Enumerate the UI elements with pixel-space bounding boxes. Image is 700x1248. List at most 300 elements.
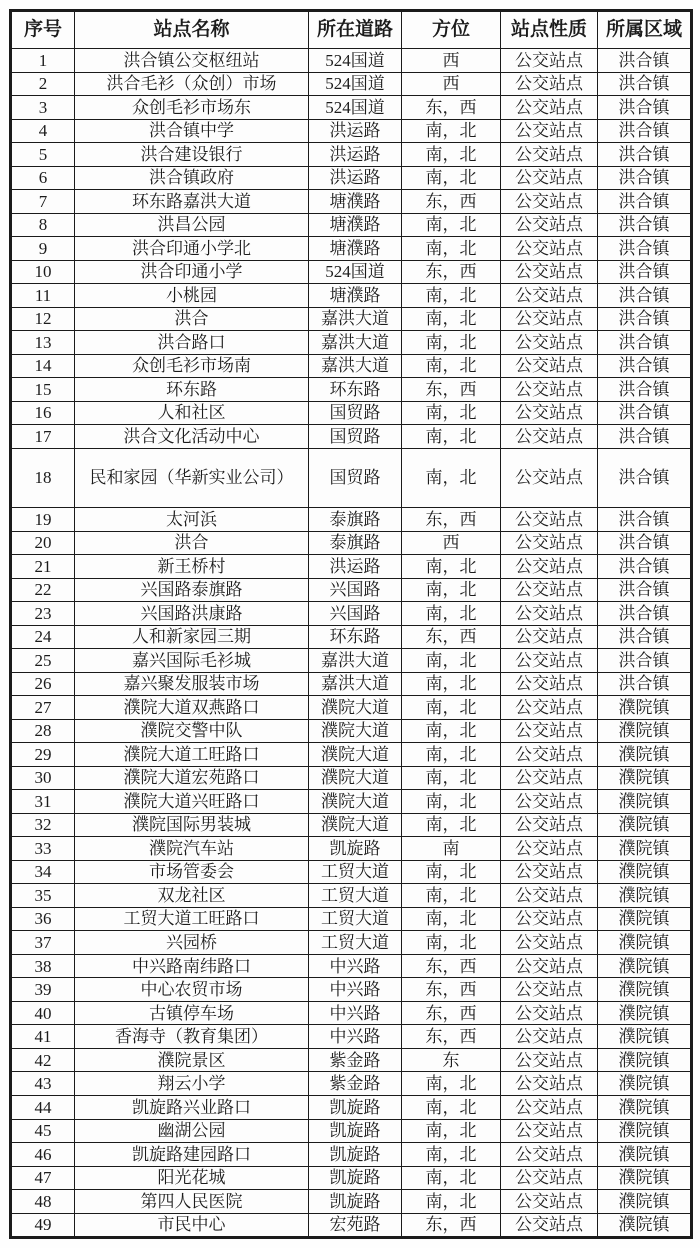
cell-road: 濮院大道 — [309, 696, 402, 720]
cell-station-name: 香海寺（教育集团） — [75, 1025, 309, 1049]
col-header-station-type: 站点性质 — [501, 11, 598, 49]
table-row — [11, 143, 692, 167]
cell-station-type: 公交站点 — [501, 1001, 598, 1025]
cell-index: 40 — [11, 1001, 75, 1025]
table-row — [11, 331, 692, 355]
cell-road: 中兴路 — [309, 954, 402, 978]
cell-index: 43 — [11, 1072, 75, 1096]
cell-index: 22 — [11, 578, 75, 602]
cell-index: 31 — [11, 790, 75, 814]
cell-district: 濮院镇 — [598, 1072, 692, 1096]
cell-index: 7 — [11, 190, 75, 214]
cell-district: 洪合镇 — [598, 602, 692, 626]
cell-road: 泰旗路 — [309, 508, 402, 532]
cell-index: 3 — [11, 96, 75, 120]
cell-direction: 南，北 — [402, 166, 501, 190]
cell-district: 濮院镇 — [598, 790, 692, 814]
table-row — [11, 378, 692, 402]
cell-district: 洪合镇 — [598, 555, 692, 579]
cell-index: 25 — [11, 649, 75, 673]
cell-index: 28 — [11, 719, 75, 743]
col-header-station-name: 站点名称 — [75, 11, 309, 49]
cell-direction: 南，北 — [402, 448, 501, 507]
cell-direction: 南，北 — [402, 331, 501, 355]
table-row — [11, 1025, 692, 1049]
col-header-district: 所属区域 — [598, 11, 692, 49]
cell-district: 洪合镇 — [598, 49, 692, 73]
cell-station-type: 公交站点 — [501, 1072, 598, 1096]
table-row — [11, 1001, 692, 1025]
cell-direction: 南，北 — [402, 354, 501, 378]
cell-index: 38 — [11, 954, 75, 978]
cell-direction: 西 — [402, 531, 501, 555]
cell-direction: 南，北 — [402, 555, 501, 579]
cell-station-type: 公交站点 — [501, 649, 598, 673]
cell-district: 濮院镇 — [598, 1143, 692, 1167]
cell-station-name: 洪合镇政府 — [75, 166, 309, 190]
cell-district: 洪合镇 — [598, 508, 692, 532]
cell-station-name: 新王桥村 — [75, 555, 309, 579]
cell-station-type: 公交站点 — [501, 931, 598, 955]
cell-index: 10 — [11, 260, 75, 284]
cell-station-name: 小桃园 — [75, 284, 309, 308]
cell-index: 8 — [11, 213, 75, 237]
cell-station-name: 双龙社区 — [75, 884, 309, 908]
cell-station-name: 古镇停车场 — [75, 1001, 309, 1025]
cell-road: 洪运路 — [309, 166, 402, 190]
cell-road: 524国道 — [309, 260, 402, 284]
cell-station-type: 公交站点 — [501, 354, 598, 378]
cell-index: 19 — [11, 508, 75, 532]
cell-direction: 南，北 — [402, 119, 501, 143]
cell-station-type: 公交站点 — [501, 508, 598, 532]
cell-direction: 南，北 — [402, 237, 501, 261]
cell-index: 24 — [11, 625, 75, 649]
table-row — [11, 119, 692, 143]
cell-station-name: 凯旋路兴业路口 — [75, 1095, 309, 1119]
table-row — [11, 578, 692, 602]
table-row — [11, 425, 692, 449]
cell-station-type: 公交站点 — [501, 578, 598, 602]
cell-district: 濮院镇 — [598, 1119, 692, 1143]
cell-station-type: 公交站点 — [501, 143, 598, 167]
cell-district: 濮院镇 — [598, 766, 692, 790]
cell-direction: 南 — [402, 837, 501, 861]
table-row — [11, 884, 692, 908]
cell-station-name: 洪合 — [75, 307, 309, 331]
cell-direction: 东，西 — [402, 978, 501, 1002]
table-row — [11, 1048, 692, 1072]
cell-index: 13 — [11, 331, 75, 355]
cell-station-name: 濮院大道工旺路口 — [75, 743, 309, 767]
cell-station-name: 洪合 — [75, 531, 309, 555]
cell-district: 濮院镇 — [598, 1213, 692, 1237]
cell-station-type: 公交站点 — [501, 602, 598, 626]
cell-district: 洪合镇 — [598, 378, 692, 402]
cell-road: 工贸大道 — [309, 931, 402, 955]
cell-direction: 南，北 — [402, 790, 501, 814]
cell-station-type: 公交站点 — [501, 425, 598, 449]
table-header — [11, 11, 692, 49]
cell-district: 濮院镇 — [598, 1001, 692, 1025]
table-row — [11, 907, 692, 931]
cell-district: 洪合镇 — [598, 190, 692, 214]
cell-station-type: 公交站点 — [501, 166, 598, 190]
cell-district: 洪合镇 — [598, 625, 692, 649]
table-row — [11, 190, 692, 214]
cell-district: 濮院镇 — [598, 1190, 692, 1214]
cell-station-name: 洪合路口 — [75, 331, 309, 355]
cell-district: 洪合镇 — [598, 166, 692, 190]
cell-station-name: 嘉兴聚发服装市场 — [75, 672, 309, 696]
cell-district: 濮院镇 — [598, 1025, 692, 1049]
cell-index: 36 — [11, 907, 75, 931]
cell-road: 凯旋路 — [309, 1119, 402, 1143]
cell-district: 洪合镇 — [598, 119, 692, 143]
cell-station-type: 公交站点 — [501, 766, 598, 790]
cell-road: 工贸大道 — [309, 860, 402, 884]
cell-direction: 东，西 — [402, 508, 501, 532]
cell-direction: 南，北 — [402, 1119, 501, 1143]
cell-district: 濮院镇 — [598, 860, 692, 884]
cell-index: 4 — [11, 119, 75, 143]
cell-road: 凯旋路 — [309, 837, 402, 861]
cell-station-name: 濮院交警中队 — [75, 719, 309, 743]
cell-index: 48 — [11, 1190, 75, 1214]
cell-station-type: 公交站点 — [501, 907, 598, 931]
cell-direction: 南，北 — [402, 884, 501, 908]
cell-index: 35 — [11, 884, 75, 908]
table-row — [11, 649, 692, 673]
cell-direction: 南，北 — [402, 649, 501, 673]
cell-station-name: 阳光花城 — [75, 1166, 309, 1190]
table-row — [11, 237, 692, 261]
cell-direction: 南，北 — [402, 743, 501, 767]
table-row — [11, 602, 692, 626]
table-row — [11, 508, 692, 532]
cell-direction: 南，北 — [402, 401, 501, 425]
cell-index: 33 — [11, 837, 75, 861]
cell-district: 洪合镇 — [598, 260, 692, 284]
cell-index: 18 — [11, 448, 75, 507]
cell-station-type: 公交站点 — [501, 284, 598, 308]
cell-index: 6 — [11, 166, 75, 190]
table-row — [11, 625, 692, 649]
cell-station-type: 公交站点 — [501, 1213, 598, 1237]
cell-road: 紫金路 — [309, 1072, 402, 1096]
cell-index: 46 — [11, 1143, 75, 1167]
cell-district: 濮院镇 — [598, 954, 692, 978]
cell-direction: 东，西 — [402, 954, 501, 978]
cell-district: 洪合镇 — [598, 354, 692, 378]
cell-direction: 东，西 — [402, 625, 501, 649]
cell-direction: 南，北 — [402, 284, 501, 308]
cell-direction: 西 — [402, 72, 501, 96]
cell-direction: 东 — [402, 1048, 501, 1072]
table-row — [11, 531, 692, 555]
cell-station-type: 公交站点 — [501, 1025, 598, 1049]
cell-direction: 南，北 — [402, 696, 501, 720]
cell-direction: 南，北 — [402, 1143, 501, 1167]
cell-index: 5 — [11, 143, 75, 167]
cell-index: 47 — [11, 1166, 75, 1190]
cell-road: 中兴路 — [309, 1001, 402, 1025]
table-row — [11, 284, 692, 308]
cell-station-type: 公交站点 — [501, 1048, 598, 1072]
cell-road: 嘉洪大道 — [309, 649, 402, 673]
cell-direction: 南，北 — [402, 719, 501, 743]
cell-district: 洪合镇 — [598, 649, 692, 673]
cell-station-name: 濮院国际男装城 — [75, 813, 309, 837]
cell-station-type: 公交站点 — [501, 190, 598, 214]
cell-road: 紫金路 — [309, 1048, 402, 1072]
cell-station-name: 凯旋路建园路口 — [75, 1143, 309, 1167]
cell-index: 17 — [11, 425, 75, 449]
cell-road: 塘濮路 — [309, 190, 402, 214]
cell-index: 23 — [11, 602, 75, 626]
cell-district: 濮院镇 — [598, 907, 692, 931]
cell-district: 濮院镇 — [598, 696, 692, 720]
cell-index: 32 — [11, 813, 75, 837]
cell-direction: 南，北 — [402, 1072, 501, 1096]
cell-road: 工贸大道 — [309, 907, 402, 931]
cell-district: 濮院镇 — [598, 1095, 692, 1119]
cell-station-name: 中兴路南纬路口 — [75, 954, 309, 978]
cell-direction: 南，北 — [402, 931, 501, 955]
cell-station-type: 公交站点 — [501, 237, 598, 261]
cell-road: 洪运路 — [309, 143, 402, 167]
cell-road: 嘉洪大道 — [309, 331, 402, 355]
col-header-index: 序号 — [11, 11, 75, 49]
cell-road: 工贸大道 — [309, 884, 402, 908]
cell-index: 44 — [11, 1095, 75, 1119]
cell-index: 14 — [11, 354, 75, 378]
cell-station-type: 公交站点 — [501, 307, 598, 331]
cell-district: 洪合镇 — [598, 331, 692, 355]
cell-direction: 南，北 — [402, 766, 501, 790]
cell-road: 524国道 — [309, 96, 402, 120]
table-body — [11, 49, 692, 1238]
cell-district: 濮院镇 — [598, 743, 692, 767]
cell-direction: 南，北 — [402, 307, 501, 331]
cell-index: 1 — [11, 49, 75, 73]
cell-district: 濮院镇 — [598, 1048, 692, 1072]
cell-station-type: 公交站点 — [501, 696, 598, 720]
table-row — [11, 354, 692, 378]
cell-direction: 东，西 — [402, 1025, 501, 1049]
cell-direction: 东，西 — [402, 1213, 501, 1237]
cell-direction: 南，北 — [402, 143, 501, 167]
table-row — [11, 166, 692, 190]
cell-station-type: 公交站点 — [501, 49, 598, 73]
cell-station-type: 公交站点 — [501, 954, 598, 978]
table-row — [11, 978, 692, 1002]
cell-station-type: 公交站点 — [501, 260, 598, 284]
table-row — [11, 860, 692, 884]
cell-direction: 南，北 — [402, 1166, 501, 1190]
cell-station-name: 洪合建设银行 — [75, 143, 309, 167]
cell-district: 洪合镇 — [598, 672, 692, 696]
cell-direction: 东，西 — [402, 190, 501, 214]
table-row — [11, 954, 692, 978]
cell-index: 30 — [11, 766, 75, 790]
table-row — [11, 790, 692, 814]
cell-station-type: 公交站点 — [501, 331, 598, 355]
cell-road: 濮院大道 — [309, 766, 402, 790]
cell-district: 洪合镇 — [598, 307, 692, 331]
table-row — [11, 1095, 692, 1119]
cell-station-name: 嘉兴国际毛衫城 — [75, 649, 309, 673]
cell-road: 塘濮路 — [309, 237, 402, 261]
cell-station-type: 公交站点 — [501, 72, 598, 96]
table-row — [11, 743, 692, 767]
cell-station-type: 公交站点 — [501, 719, 598, 743]
cell-road: 濮院大道 — [309, 743, 402, 767]
cell-station-type: 公交站点 — [501, 555, 598, 579]
cell-direction: 东，西 — [402, 96, 501, 120]
cell-road: 国贸路 — [309, 448, 402, 507]
cell-station-type: 公交站点 — [501, 96, 598, 120]
cell-station-name: 第四人民医院 — [75, 1190, 309, 1214]
cell-road: 洪运路 — [309, 555, 402, 579]
cell-station-name: 洪昌公园 — [75, 213, 309, 237]
cell-station-type: 公交站点 — [501, 531, 598, 555]
cell-station-name: 市民中心 — [75, 1213, 309, 1237]
cell-direction: 东，西 — [402, 378, 501, 402]
cell-direction: 南，北 — [402, 213, 501, 237]
cell-index: 2 — [11, 72, 75, 96]
cell-station-name: 人和新家园三期 — [75, 625, 309, 649]
cell-district: 洪合镇 — [598, 213, 692, 237]
cell-road: 兴国路 — [309, 602, 402, 626]
table-row — [11, 96, 692, 120]
table-row — [11, 260, 692, 284]
cell-index: 12 — [11, 307, 75, 331]
cell-station-name: 兴国路泰旗路 — [75, 578, 309, 602]
cell-road: 嘉洪大道 — [309, 354, 402, 378]
cell-station-type: 公交站点 — [501, 672, 598, 696]
cell-road: 中兴路 — [309, 978, 402, 1002]
cell-index: 9 — [11, 237, 75, 261]
bus-stop-table — [9, 9, 693, 1239]
table-row — [11, 1119, 692, 1143]
cell-station-name: 兴园桥 — [75, 931, 309, 955]
cell-station-name: 洪合印通小学 — [75, 260, 309, 284]
cell-station-name: 市场管委会 — [75, 860, 309, 884]
cell-road: 宏苑路 — [309, 1213, 402, 1237]
header-row — [11, 11, 692, 49]
cell-station-type: 公交站点 — [501, 884, 598, 908]
cell-index: 49 — [11, 1213, 75, 1237]
cell-district: 濮院镇 — [598, 884, 692, 908]
cell-station-type: 公交站点 — [501, 448, 598, 507]
cell-direction: 南，北 — [402, 860, 501, 884]
cell-station-name: 众创毛衫市场南 — [75, 354, 309, 378]
cell-district: 濮院镇 — [598, 813, 692, 837]
cell-district: 濮院镇 — [598, 931, 692, 955]
cell-station-type: 公交站点 — [501, 837, 598, 861]
cell-road: 濮院大道 — [309, 813, 402, 837]
table-row — [11, 696, 692, 720]
cell-station-name: 洪合毛衫（众创）市场 — [75, 72, 309, 96]
cell-station-name: 幽湖公园 — [75, 1119, 309, 1143]
cell-direction: 南，北 — [402, 602, 501, 626]
cell-road: 嘉洪大道 — [309, 672, 402, 696]
cell-district: 濮院镇 — [598, 978, 692, 1002]
cell-station-name: 濮院大道宏苑路口 — [75, 766, 309, 790]
table-row — [11, 72, 692, 96]
cell-road: 凯旋路 — [309, 1095, 402, 1119]
cell-index: 41 — [11, 1025, 75, 1049]
cell-district: 洪合镇 — [598, 72, 692, 96]
cell-district: 洪合镇 — [598, 578, 692, 602]
cell-station-type: 公交站点 — [501, 213, 598, 237]
table-row — [11, 1166, 692, 1190]
cell-road: 中兴路 — [309, 1025, 402, 1049]
cell-index: 42 — [11, 1048, 75, 1072]
cell-direction: 南，北 — [402, 672, 501, 696]
cell-road: 环东路 — [309, 378, 402, 402]
cell-road: 环东路 — [309, 625, 402, 649]
cell-road: 塘濮路 — [309, 213, 402, 237]
cell-index: 29 — [11, 743, 75, 767]
cell-station-name: 洪合文化活动中心 — [75, 425, 309, 449]
table-row — [11, 813, 692, 837]
cell-index: 39 — [11, 978, 75, 1002]
cell-station-name: 工贸大道工旺路口 — [75, 907, 309, 931]
cell-district: 洪合镇 — [598, 531, 692, 555]
cell-direction: 南，北 — [402, 425, 501, 449]
cell-index: 11 — [11, 284, 75, 308]
cell-road: 濮院大道 — [309, 790, 402, 814]
cell-station-name: 太河浜 — [75, 508, 309, 532]
table-row — [11, 1072, 692, 1096]
cell-district: 洪合镇 — [598, 237, 692, 261]
cell-station-type: 公交站点 — [501, 1095, 598, 1119]
table-row — [11, 837, 692, 861]
cell-station-name: 濮院大道兴旺路口 — [75, 790, 309, 814]
table-row — [11, 448, 692, 507]
table-row — [11, 401, 692, 425]
cell-district: 濮院镇 — [598, 1166, 692, 1190]
cell-station-name: 濮院汽车站 — [75, 837, 309, 861]
table-row — [11, 307, 692, 331]
cell-station-name: 中心农贸市场 — [75, 978, 309, 1002]
cell-station-name: 民和家园（华新实业公司） — [75, 448, 309, 507]
cell-station-name: 濮院大道双燕路口 — [75, 696, 309, 720]
cell-road: 524国道 — [309, 49, 402, 73]
cell-station-type: 公交站点 — [501, 1166, 598, 1190]
cell-index: 34 — [11, 860, 75, 884]
cell-station-name: 翔云小学 — [75, 1072, 309, 1096]
cell-road: 濮院大道 — [309, 719, 402, 743]
cell-district: 濮院镇 — [598, 837, 692, 861]
cell-station-type: 公交站点 — [501, 1119, 598, 1143]
table-row — [11, 1143, 692, 1167]
cell-district: 洪合镇 — [598, 401, 692, 425]
cell-index: 26 — [11, 672, 75, 696]
cell-index: 15 — [11, 378, 75, 402]
table-row — [11, 49, 692, 73]
cell-station-type: 公交站点 — [501, 119, 598, 143]
table-row — [11, 719, 692, 743]
cell-direction: 南，北 — [402, 578, 501, 602]
table-row — [11, 213, 692, 237]
col-header-direction: 方位 — [402, 11, 501, 49]
cell-index: 37 — [11, 931, 75, 955]
cell-road: 凯旋路 — [309, 1190, 402, 1214]
cell-index: 45 — [11, 1119, 75, 1143]
